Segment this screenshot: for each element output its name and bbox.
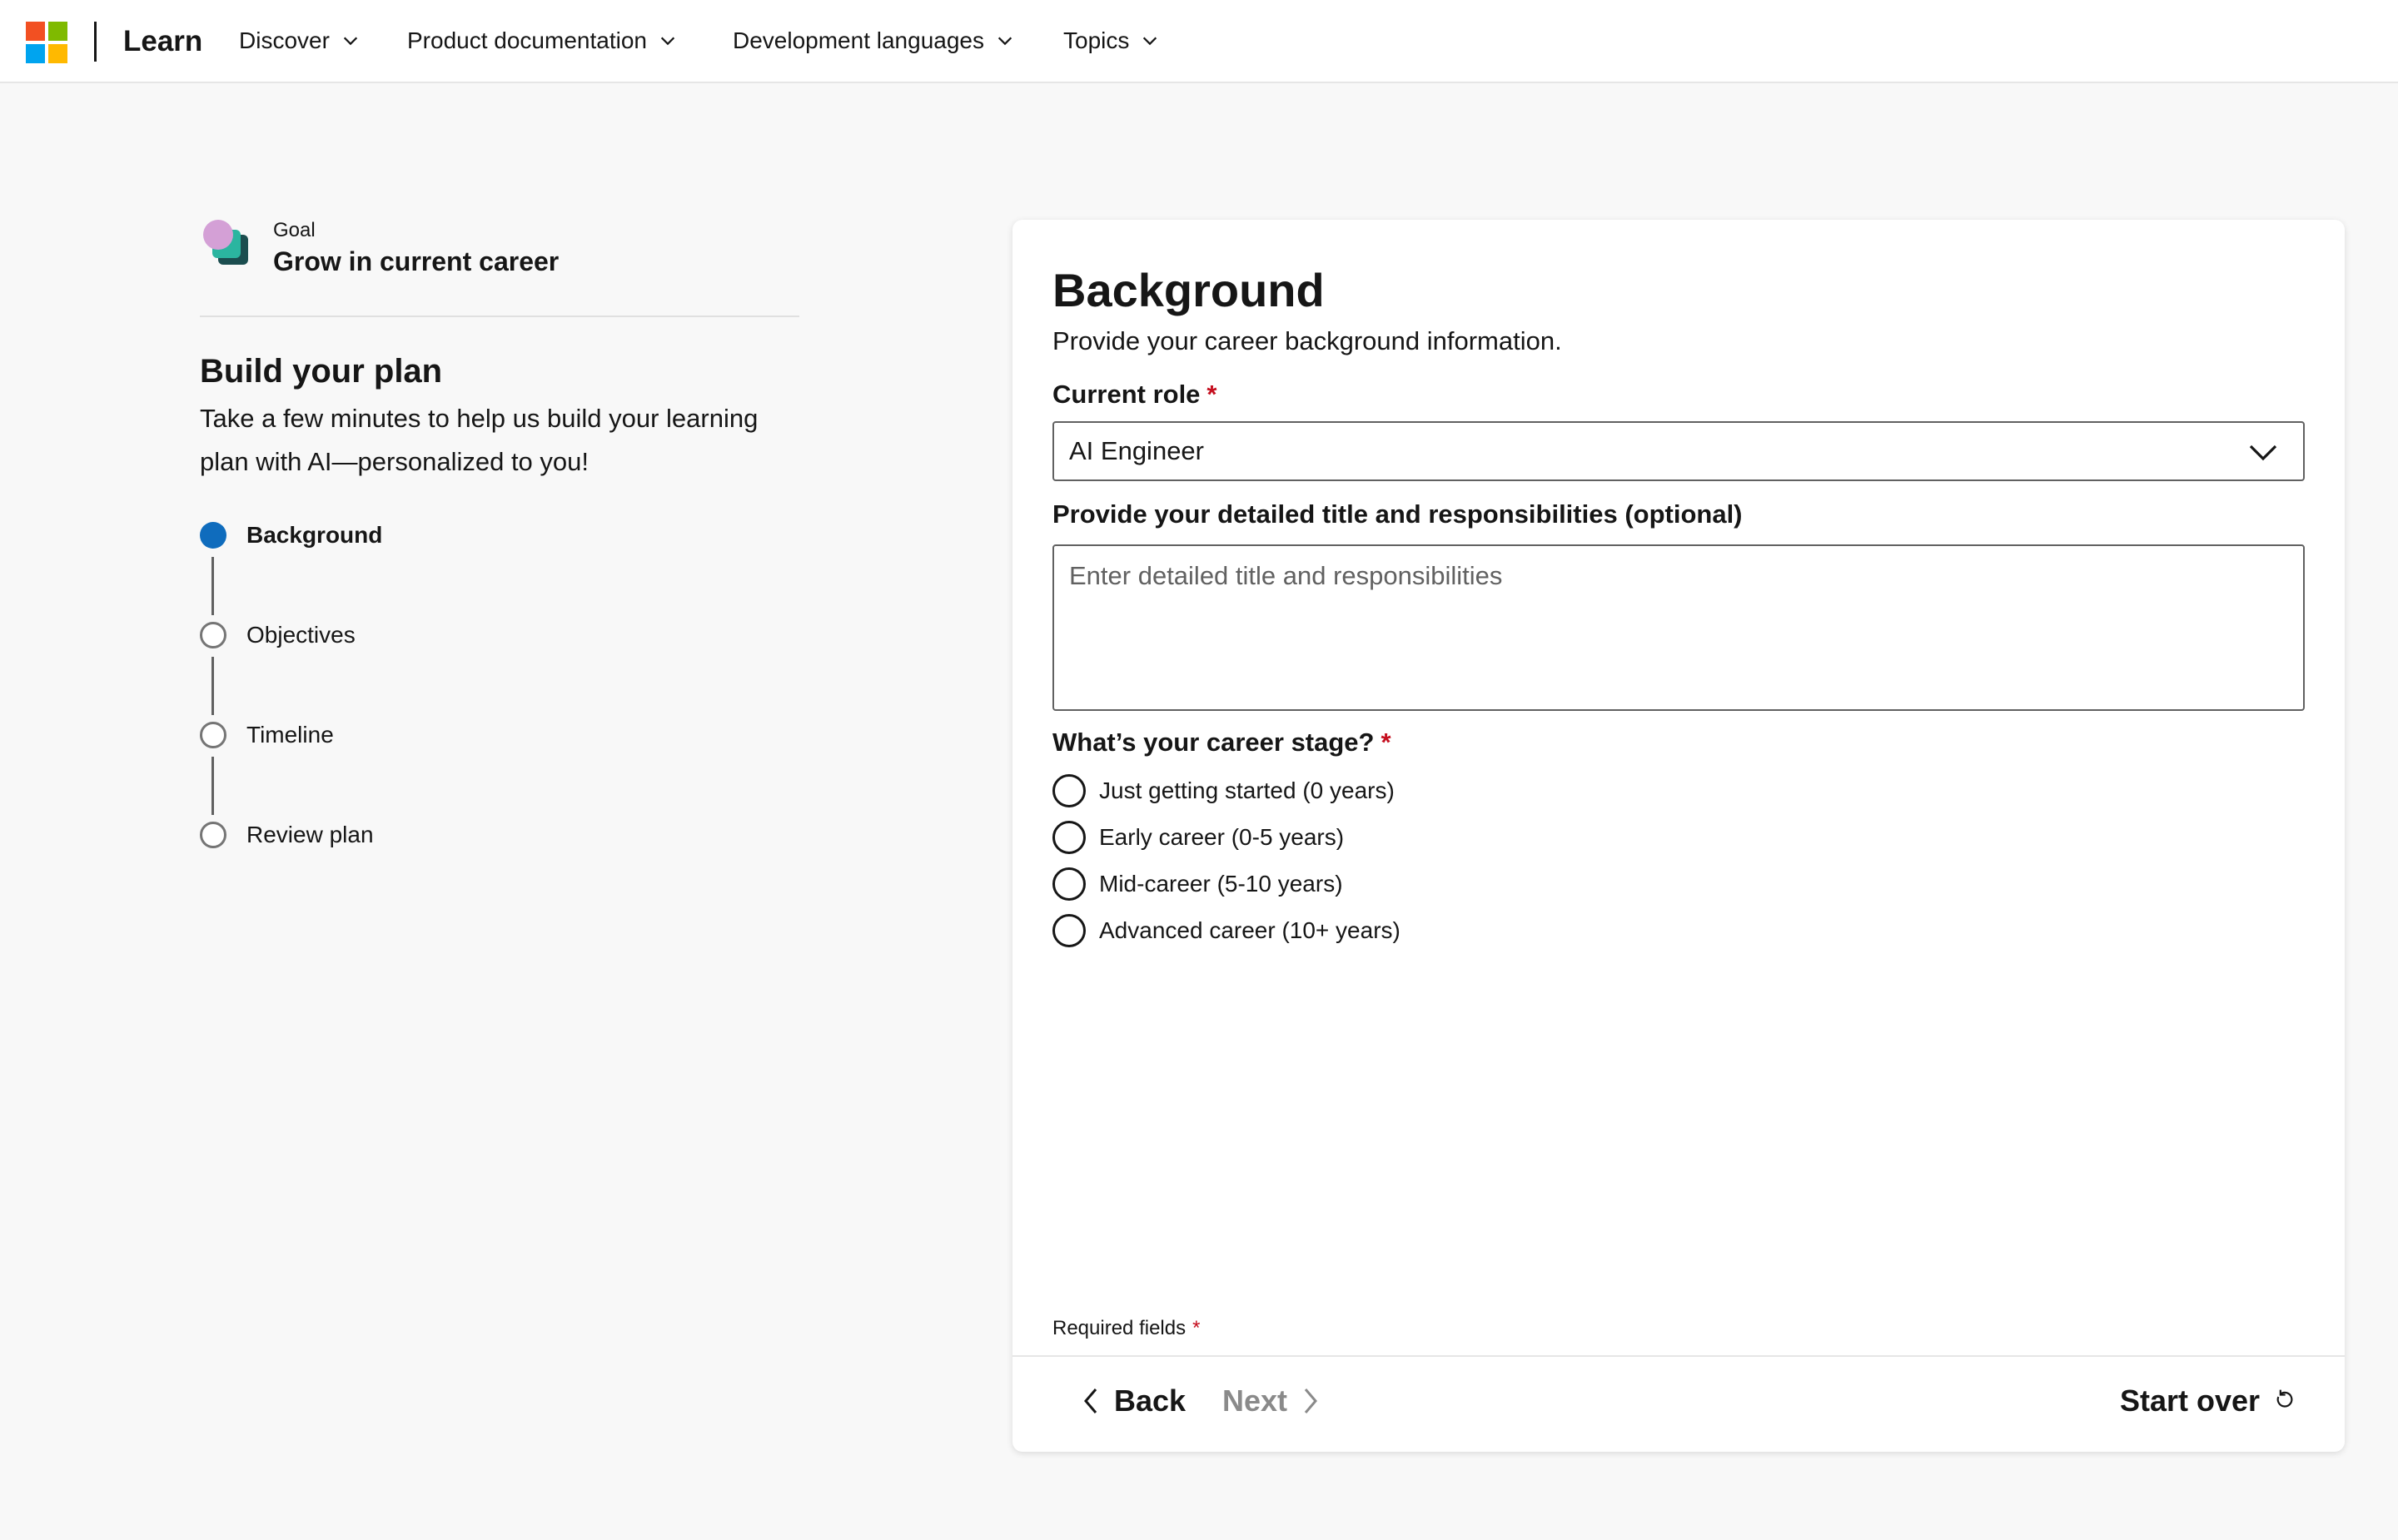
back-label: Back — [1114, 1384, 1187, 1418]
next-button[interactable] — [1222, 1384, 1322, 1418]
form-title: Background — [1052, 264, 1325, 316]
next-label: Next — [1222, 1384, 1288, 1418]
step-connector — [211, 557, 214, 615]
radio-circle-icon[interactable] — [1052, 867, 1086, 901]
nav-topics[interactable] — [1063, 27, 1159, 54]
details-label: Provide your detailed title and responsibilities (optional) — [1052, 499, 1743, 529]
plan-description: Take a few minutes to help us build your learning plan with AI—personalized to you! — [200, 404, 759, 476]
nav-product-documentation[interactable] — [407, 27, 677, 54]
plan-title: Build your plan — [200, 353, 443, 390]
chevron-down-icon — [1141, 32, 1159, 50]
radio-advanced-career[interactable] — [1052, 914, 1400, 947]
career-stage-label — [1052, 728, 1391, 758]
required-marker: * — [1381, 728, 1391, 757]
back-button[interactable] — [1079, 1384, 1186, 1418]
left-divider — [200, 315, 799, 317]
goal-value: Grow in current career — [273, 246, 560, 276]
details-textarea[interactable] — [1052, 544, 2305, 711]
logo-divider — [94, 22, 97, 62]
nav-discover[interactable] — [239, 27, 360, 54]
radio-label: Early career (0-5 years) — [1099, 824, 1345, 850]
footer-divider — [1012, 1355, 2345, 1357]
radio-mid-career[interactable] — [1052, 867, 1343, 901]
chevron-down-icon — [996, 32, 1014, 50]
step-label: Objectives — [246, 622, 356, 648]
current-role-select[interactable] — [1052, 421, 2305, 481]
chevron-down-icon — [2248, 441, 2278, 464]
radio-early-career[interactable] — [1052, 821, 1344, 854]
career-stage-label-text: What’s your career stage? — [1052, 728, 1375, 757]
step-objectives[interactable] — [200, 622, 356, 648]
start-over-label: Start over — [2120, 1384, 2261, 1418]
step-background[interactable] — [200, 522, 382, 549]
brand-link[interactable]: Learn — [123, 25, 203, 57]
current-role-label-text: Current role — [1052, 380, 1201, 409]
current-role-value: AI Engineer — [1069, 436, 1204, 465]
radio-just-getting-started[interactable] — [1052, 774, 1395, 807]
nav-label: Topics — [1063, 27, 1130, 53]
current-role-label — [1052, 380, 1217, 410]
form-subtitle: Provide your career background information. — [1052, 326, 1562, 355]
goal-icon — [201, 220, 251, 270]
background-form-card — [1012, 220, 2345, 1452]
step-dot-icon — [200, 822, 226, 848]
step-timeline[interactable] — [200, 722, 334, 748]
chevron-left-icon — [1079, 1386, 1102, 1416]
radio-label: Advanced career (10+ years) — [1099, 917, 1400, 943]
top-header — [0, 0, 2398, 83]
required-marker: * — [1206, 380, 1217, 409]
nav-development-languages[interactable] — [733, 27, 1014, 54]
chevron-down-icon — [341, 32, 360, 50]
radio-circle-icon[interactable] — [1052, 821, 1086, 854]
step-connector — [211, 657, 214, 715]
radio-circle-icon[interactable] — [1052, 774, 1086, 807]
step-dot-icon — [200, 622, 226, 648]
step-label: Background — [246, 522, 383, 548]
step-label: Review plan — [246, 822, 374, 847]
required-fields-note — [1052, 1317, 1200, 1340]
start-over-button[interactable] — [2120, 1384, 2296, 1418]
nav-label: Discover — [239, 27, 330, 53]
step-active-dot-icon — [200, 522, 226, 549]
step-dot-icon — [200, 722, 226, 748]
radio-label: Just getting started (0 years) — [1099, 777, 1395, 803]
chevron-down-icon — [659, 32, 677, 50]
step-label: Timeline — [246, 722, 334, 748]
radio-circle-icon[interactable] — [1052, 914, 1086, 947]
goal-label: Goal — [273, 219, 316, 241]
nav-label: Development languages — [733, 27, 984, 53]
step-review-plan[interactable] — [200, 822, 374, 848]
step-connector — [211, 757, 214, 815]
required-fields-text: Required fields — [1052, 1317, 1187, 1339]
restart-icon — [2271, 1388, 2296, 1413]
radio-label: Mid-career (5-10 years) — [1099, 871, 1343, 897]
microsoft-logo-icon[interactable] — [26, 22, 67, 63]
nav-label: Product documentation — [407, 27, 647, 53]
required-marker: * — [1192, 1317, 1201, 1339]
chevron-right-icon — [1299, 1386, 1322, 1416]
